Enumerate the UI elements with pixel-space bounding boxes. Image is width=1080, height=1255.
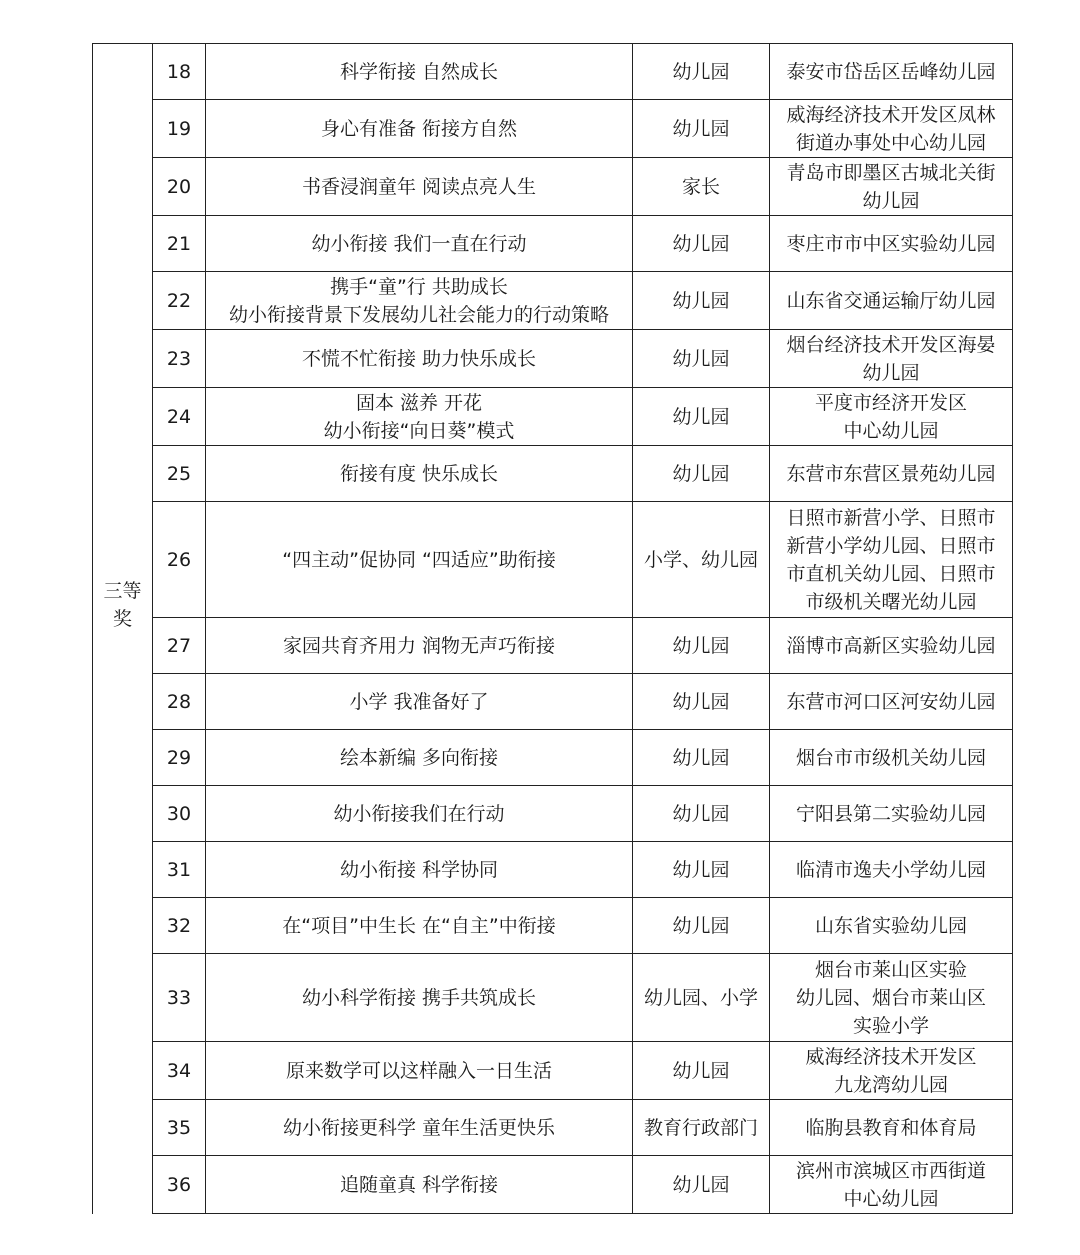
project-title-cell: [206, 786, 633, 842]
unit-line: 幼儿园、烟台市莱山区: [795, 986, 986, 1009]
project-title-line: 幼小衔接我们在行动: [333, 802, 505, 825]
category-cell: 幼儿园: [633, 446, 770, 502]
award-level-line: 奖: [112, 607, 132, 630]
project-title-cell: [206, 898, 633, 954]
project-title-line: 家园共育齐用力 润物无声巧衔接: [282, 634, 556, 657]
unit-line: 烟台市莱山区实验: [814, 958, 967, 981]
table-row: [93, 1100, 1013, 1156]
category-cell: 幼儿园: [633, 898, 770, 954]
row-number: 35: [153, 1100, 206, 1156]
project-title-line: 幼小衔接更科学 童年生活更快乐: [282, 1116, 556, 1139]
table-row: [93, 842, 1013, 898]
row-number: 24: [153, 388, 206, 446]
table-row: [93, 898, 1013, 954]
project-title-cell: [206, 618, 633, 674]
unit-cell: [770, 44, 1013, 100]
project-title-cell: [206, 446, 633, 502]
category-cell: 幼儿园: [633, 618, 770, 674]
award-level-label: [100, 577, 146, 633]
table-row: [93, 1156, 1013, 1214]
table-row: [93, 1042, 1013, 1100]
project-title-line: 固本 滋养 开花: [355, 391, 483, 414]
project-title-cell: [206, 388, 633, 446]
project-title-cell: [206, 730, 633, 786]
unit-line: 临清市逸夫小学幼儿园: [795, 858, 986, 881]
row-number: 25: [153, 446, 206, 502]
table-row: [93, 216, 1013, 272]
unit-line: 平度市经济开发区: [814, 391, 967, 414]
project-title-line: 幼小衔接背景下发展幼儿社会能力的行动策略: [228, 303, 609, 326]
project-title-cell: [206, 674, 633, 730]
project-title-cell: [206, 1156, 633, 1214]
project-title-cell: [206, 502, 633, 618]
unit-line: 市直机关幼儿园、日照市: [786, 562, 996, 585]
row-number: 18: [153, 44, 206, 100]
row-number: 22: [153, 272, 206, 330]
unit-cell: [770, 1156, 1013, 1214]
project-title-line: 身心有准备 衔接方自然: [320, 117, 518, 140]
unit-cell: [770, 954, 1013, 1042]
unit-cell: [770, 898, 1013, 954]
award-table-body: [93, 44, 1013, 1214]
award-level-cell: [93, 44, 153, 1214]
project-title-line: 携手“童”行 共助成长: [330, 275, 508, 298]
row-number: 23: [153, 330, 206, 388]
project-title-cell: [206, 158, 633, 216]
project-title-line: 幼小衔接 科学协同: [339, 858, 499, 881]
table-row: [93, 786, 1013, 842]
table-row: [93, 674, 1013, 730]
unit-line: 烟台市市级机关幼儿园: [795, 746, 986, 769]
project-title-cell: [206, 272, 633, 330]
unit-cell: [770, 730, 1013, 786]
unit-line: 中心幼儿园: [843, 419, 939, 442]
row-number: 19: [153, 100, 206, 158]
project-title-cell: [206, 330, 633, 388]
project-title-cell: [206, 1042, 633, 1100]
category-cell: 幼儿园: [633, 1042, 770, 1100]
unit-line: 泰安市岱岳区岳峰幼儿园: [786, 60, 996, 83]
category-cell: 幼儿园: [633, 786, 770, 842]
project-title-line: 绘本新编 多向衔接: [339, 746, 499, 769]
table-row: [93, 954, 1013, 1042]
category-cell: 教育行政部门: [633, 1100, 770, 1156]
project-title-line: “四主动”促协同 “四适应”助衔接: [282, 548, 556, 571]
unit-line: 威海经济技术开发区: [805, 1045, 977, 1068]
unit-cell: [770, 216, 1013, 272]
unit-cell: [770, 842, 1013, 898]
category-cell: 家长: [633, 158, 770, 216]
project-title-line: 衔接有度 快乐成长: [339, 462, 499, 485]
unit-cell: [770, 786, 1013, 842]
unit-line: 淄博市高新区实验幼儿园: [786, 634, 996, 657]
unit-line: 东营市东营区景苑幼儿园: [786, 462, 996, 485]
unit-line: 临朐县教育和体育局: [805, 1116, 977, 1139]
award-table: [92, 43, 1013, 1214]
table-row: [93, 502, 1013, 618]
project-title-line: 不慌不忙衔接 助力快乐成长: [301, 347, 537, 370]
unit-line: 新营小学幼儿园、日照市: [786, 534, 996, 557]
category-cell: 幼儿园: [633, 216, 770, 272]
table-row: [93, 272, 1013, 330]
category-cell: 幼儿园: [633, 330, 770, 388]
table-row: [93, 388, 1013, 446]
unit-line: 幼儿园: [862, 361, 920, 384]
project-title-line: 在“项目”中生长 在“自主”中衔接: [282, 914, 556, 937]
table-row: [93, 44, 1013, 100]
project-title-cell: [206, 216, 633, 272]
table-row: [93, 618, 1013, 674]
unit-line: 日照市新营小学、日照市: [786, 506, 996, 529]
unit-line: 中心幼儿园: [843, 1187, 939, 1210]
unit-cell: [770, 446, 1013, 502]
unit-line: 宁阳县第二实验幼儿园: [795, 802, 986, 825]
unit-line: 威海经济技术开发区凤林: [786, 103, 996, 126]
unit-line: 九龙湾幼儿园: [833, 1073, 948, 1096]
project-title-cell: [206, 842, 633, 898]
row-number: 29: [153, 730, 206, 786]
row-number: 28: [153, 674, 206, 730]
unit-cell: [770, 1042, 1013, 1100]
category-cell: 幼儿园: [633, 100, 770, 158]
project-title-cell: [206, 954, 633, 1042]
row-number: 33: [153, 954, 206, 1042]
row-number: 32: [153, 898, 206, 954]
category-cell: 幼儿园、小学: [633, 954, 770, 1042]
unit-line: 实验小学: [852, 1014, 929, 1037]
category-cell: 幼儿园: [633, 272, 770, 330]
unit-cell: [770, 1100, 1013, 1156]
category-cell: 幼儿园: [633, 388, 770, 446]
award-table-page: [92, 43, 1013, 1214]
project-title-line: 科学衔接 自然成长: [339, 60, 499, 83]
category-cell: 幼儿园: [633, 842, 770, 898]
category-cell: 幼儿园: [633, 44, 770, 100]
row-number: 36: [153, 1156, 206, 1214]
project-title-line: 小学 我准备好了: [349, 690, 489, 713]
project-title-cell: [206, 100, 633, 158]
unit-cell: [770, 100, 1013, 158]
unit-line: 烟台经济技术开发区海晏: [786, 333, 996, 356]
unit-cell: [770, 674, 1013, 730]
category-cell: 幼儿园: [633, 730, 770, 786]
unit-line: 滨州市滨城区市西街道: [795, 1159, 986, 1182]
unit-cell: [770, 618, 1013, 674]
category-cell: 幼儿园: [633, 1156, 770, 1214]
project-title-line: 原来数学可以这样融入一日生活: [285, 1059, 552, 1082]
unit-cell: [770, 272, 1013, 330]
project-title-cell: [206, 1100, 633, 1156]
unit-cell: [770, 502, 1013, 618]
unit-line: 山东省实验幼儿园: [814, 914, 967, 937]
unit-line: 青岛市即墨区古城北关街: [786, 161, 996, 184]
unit-cell: [770, 330, 1013, 388]
unit-line: 幼儿园: [862, 189, 920, 212]
row-number: 30: [153, 786, 206, 842]
table-row: [93, 158, 1013, 216]
project-title-line: 幼小衔接 我们一直在行动: [311, 232, 527, 255]
table-row: [93, 730, 1013, 786]
table-row: [93, 100, 1013, 158]
project-title-line: 追随童真 科学衔接: [339, 1173, 499, 1196]
unit-line: 东营市河口区河安幼儿园: [786, 690, 996, 713]
table-row: [93, 330, 1013, 388]
row-number: 34: [153, 1042, 206, 1100]
unit-cell: [770, 158, 1013, 216]
award-level-line: 三等: [103, 579, 142, 602]
row-number: 21: [153, 216, 206, 272]
row-number: 27: [153, 618, 206, 674]
unit-line: 市级机关曙光幼儿园: [805, 590, 977, 613]
row-number: 20: [153, 158, 206, 216]
unit-cell: [770, 388, 1013, 446]
project-title-cell: [206, 44, 633, 100]
category-cell: 幼儿园: [633, 674, 770, 730]
project-title-line: 幼小衔接“向日葵”模式: [323, 419, 515, 442]
unit-line: 枣庄市市中区实验幼儿园: [786, 232, 996, 255]
unit-line: 街道办事处中心幼儿园: [795, 131, 986, 154]
category-cell: 小学、幼儿园: [633, 502, 770, 618]
unit-line: 山东省交通运输厅幼儿园: [786, 289, 996, 312]
table-row: [93, 446, 1013, 502]
row-number: 26: [153, 502, 206, 618]
row-number: 31: [153, 842, 206, 898]
project-title-line: 书香浸润童年 阅读点亮人生: [301, 175, 537, 198]
project-title-line: 幼小科学衔接 携手共筑成长: [301, 986, 537, 1009]
